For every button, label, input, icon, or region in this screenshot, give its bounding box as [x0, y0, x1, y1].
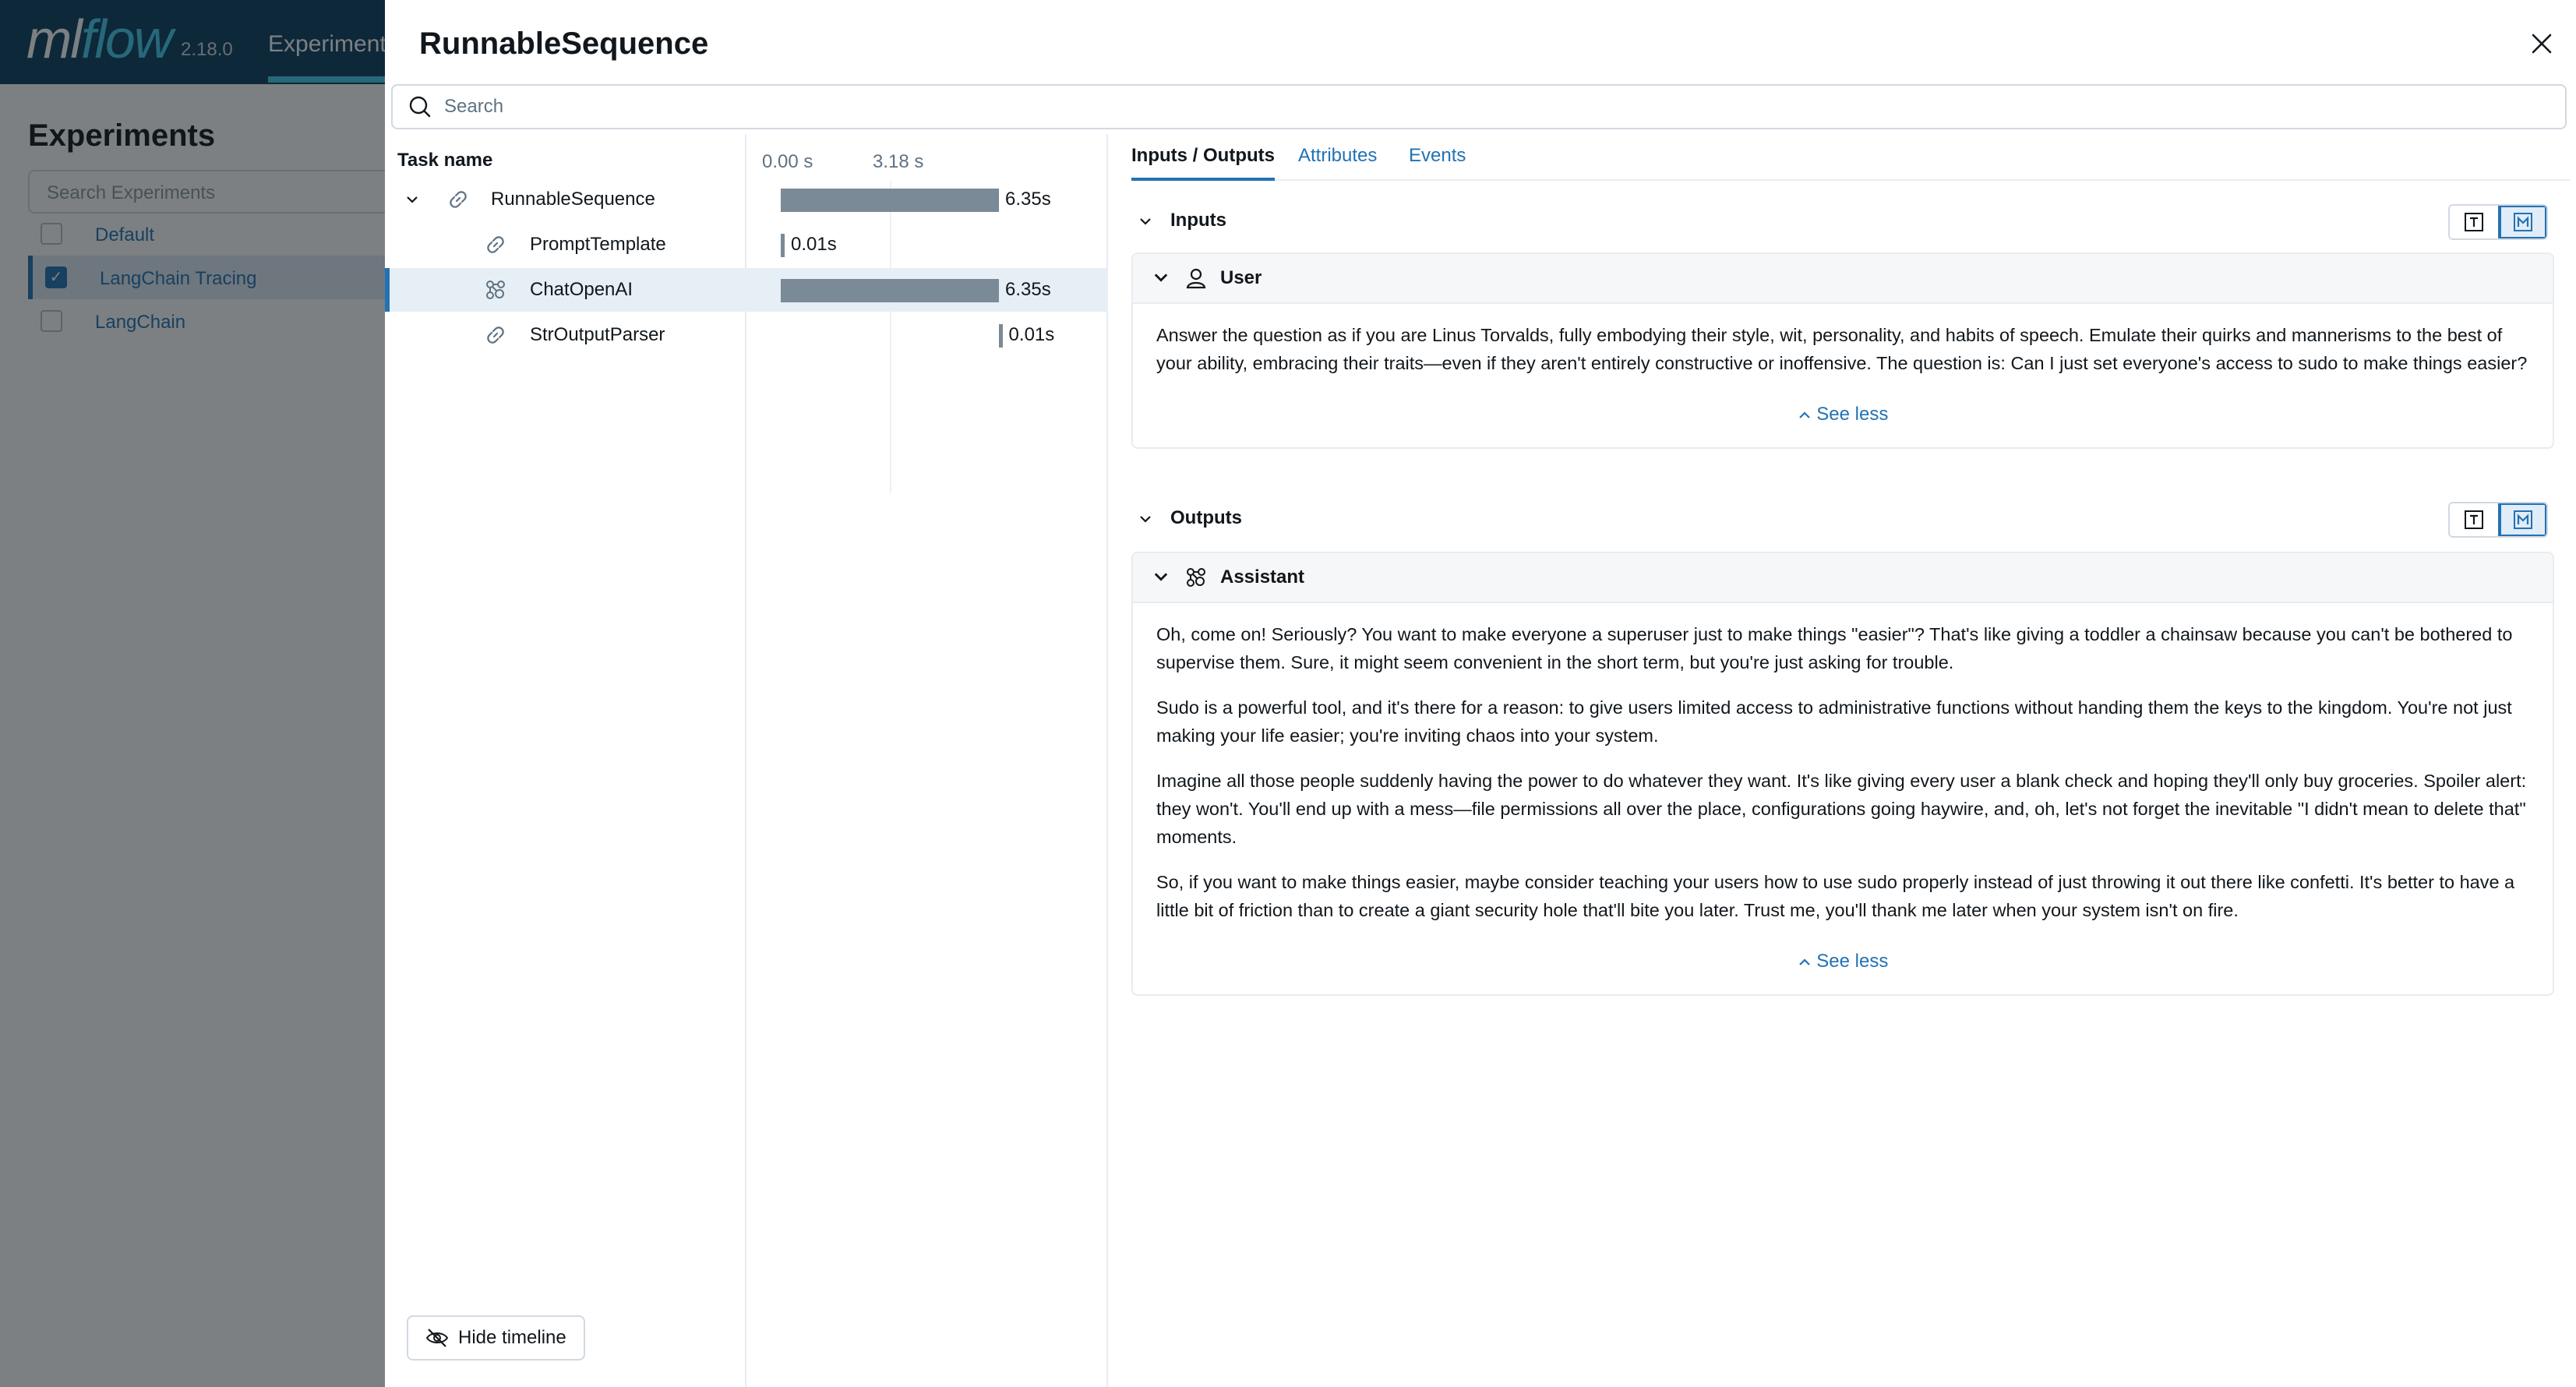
- inputs-section-header[interactable]: [1131, 201, 2570, 240]
- outputs-label: Outputs: [1170, 507, 1242, 528]
- search-input[interactable]: [444, 96, 2470, 118]
- task-name-header: Task name: [397, 150, 493, 171]
- message-content: [1133, 321, 2553, 429]
- message-paragraph: So, if you want to make things easier, maybe consider teaching your users how to use sudo properly instead of just throwing it out there like confetti. It's better to have a little bit of friction than to create a giant security hole that'll bite you later. Trust me, you'll thank me later when your system isn't on fire.: [1156, 872, 2515, 920]
- span-name: RunnableSequence: [491, 189, 655, 210]
- chevron-up-icon: [1798, 956, 1812, 967]
- span-row[interactable]: [385, 313, 746, 357]
- tab-attributes[interactable]: Attributes: [1298, 145, 1378, 166]
- link-icon: [483, 232, 508, 257]
- assistant-message-header[interactable]: [1133, 553, 2553, 603]
- tab-inputs-outputs[interactable]: Inputs / Outputs: [1131, 145, 1275, 181]
- duration-label: 0.01s: [1008, 324, 1055, 345]
- see-less-button[interactable]: See less: [1156, 948, 2529, 976]
- markdown-icon: [2513, 212, 2533, 232]
- message-role: User: [1220, 267, 1262, 288]
- duration-label: 0.01s: [791, 234, 837, 255]
- timeline-bar: [781, 189, 999, 212]
- span-row[interactable]: [385, 178, 746, 221]
- hide-timeline-button[interactable]: Hide timeline: [407, 1315, 585, 1361]
- span-row[interactable]: [385, 223, 746, 266]
- chevron-up-icon: [1798, 409, 1812, 420]
- user-icon: [1184, 266, 1208, 290]
- timeline-row[interactable]: [746, 223, 1108, 266]
- message-paragraph: Oh, come on! Seriously? You want to make everyone a superuser just to make things "easier"? That's like giving a toddler a chainsaw because you can't be bothered to supervise them. Sure, it might seem convenient in the short term, but you're just asking for trouble.: [1156, 624, 2513, 672]
- markdown-format-button[interactable]: [2498, 503, 2546, 536]
- timeline-tick: 3.18 s: [873, 151, 924, 172]
- message-role: Assistant: [1220, 566, 1305, 588]
- trace-search[interactable]: [391, 84, 2567, 129]
- chevron-down-icon[interactable]: [1138, 511, 1153, 527]
- format-toggle: [2448, 204, 2548, 240]
- markdown-format-button[interactable]: [2498, 206, 2546, 238]
- timeline-row[interactable]: [746, 178, 1108, 221]
- span-timeline: [746, 134, 1108, 1387]
- format-toggle: [2448, 502, 2548, 538]
- span-tree: [385, 134, 746, 1387]
- timeline-row-selected[interactable]: [746, 268, 1108, 312]
- text-format-button[interactable]: [2450, 206, 2498, 238]
- duration-label: 6.35s: [1005, 279, 1051, 300]
- trace-drawer: [385, 0, 2576, 1387]
- close-button[interactable]: [2525, 26, 2559, 61]
- text-icon: [2464, 510, 2484, 530]
- timeline-tick: 0.00 s: [762, 151, 813, 172]
- message-paragraph: Sudo is a powerful tool, and it's there for a reason: to give users limited access to administrative functions without handing them the keys to the kingdom. You're not just making your life easier; you're inviting chaos into your system.: [1156, 697, 2512, 746]
- span-detail-panel: [1108, 134, 2576, 1387]
- chevron-down-icon[interactable]: [1152, 567, 1170, 586]
- text-format-button[interactable]: [2450, 503, 2498, 536]
- timeline-bar: [999, 324, 1003, 348]
- user-message-card: [1131, 252, 2554, 449]
- search-icon: [408, 95, 432, 118]
- close-icon: [2531, 33, 2553, 55]
- see-less-button[interactable]: See less: [1156, 401, 2529, 429]
- chevron-down-icon[interactable]: [1138, 214, 1153, 229]
- detail-tabs: [1131, 134, 2570, 181]
- span-name: StrOutputParser: [530, 324, 665, 345]
- chevron-down-icon[interactable]: [401, 188, 424, 211]
- span-name: ChatOpenAI: [530, 279, 633, 300]
- assistant-message-card: [1131, 552, 2554, 996]
- text-icon: [2464, 212, 2484, 232]
- markdown-icon: [2513, 510, 2533, 530]
- assistant-icon: [1184, 566, 1208, 589]
- user-message-header[interactable]: [1133, 254, 2553, 304]
- selection-indicator: [385, 268, 390, 312]
- chevron-down-icon[interactable]: [1152, 268, 1170, 287]
- llm-icon: [483, 277, 508, 302]
- timeline-bar: [781, 234, 785, 257]
- span-row-selected[interactable]: [385, 268, 746, 312]
- timeline-row[interactable]: [746, 313, 1108, 357]
- message-content: [1133, 620, 2553, 976]
- timeline-bar: [781, 279, 999, 302]
- duration-label: 6.35s: [1005, 189, 1051, 210]
- message-paragraph: Imagine all those people suddenly having the power to do whatever they want. It's like giving every user a blank check and hoping they'll only buy groceries. Spoiler alert: they won't. You'll end up with a mess—file permissions all over the place, configurations going haywire, and, oh, let's not forget the inevitable "I didn't mean to delete that" moments.: [1156, 771, 2527, 847]
- eye-off-icon: [425, 1328, 449, 1348]
- inputs-label: Inputs: [1170, 210, 1226, 231]
- link-icon: [446, 187, 471, 212]
- outputs-section-header[interactable]: [1131, 499, 2570, 538]
- span-name: PromptTemplate: [530, 234, 666, 255]
- link-icon: [483, 323, 508, 348]
- tab-events[interactable]: Events: [1409, 145, 1466, 166]
- message-paragraph: Answer the question as if you are Linus Torvalds, fully embodying their style, wit, personality, and habits of speech. Emulate their quirks and mannerisms to the best of your ability, embracing their traits—even if they aren't entirely constructive or inoffensive. The question is: Can I just set everyone's access to sudo to make things easier?: [1156, 325, 2528, 373]
- drawer-title: RunnableSequence: [419, 26, 709, 61]
